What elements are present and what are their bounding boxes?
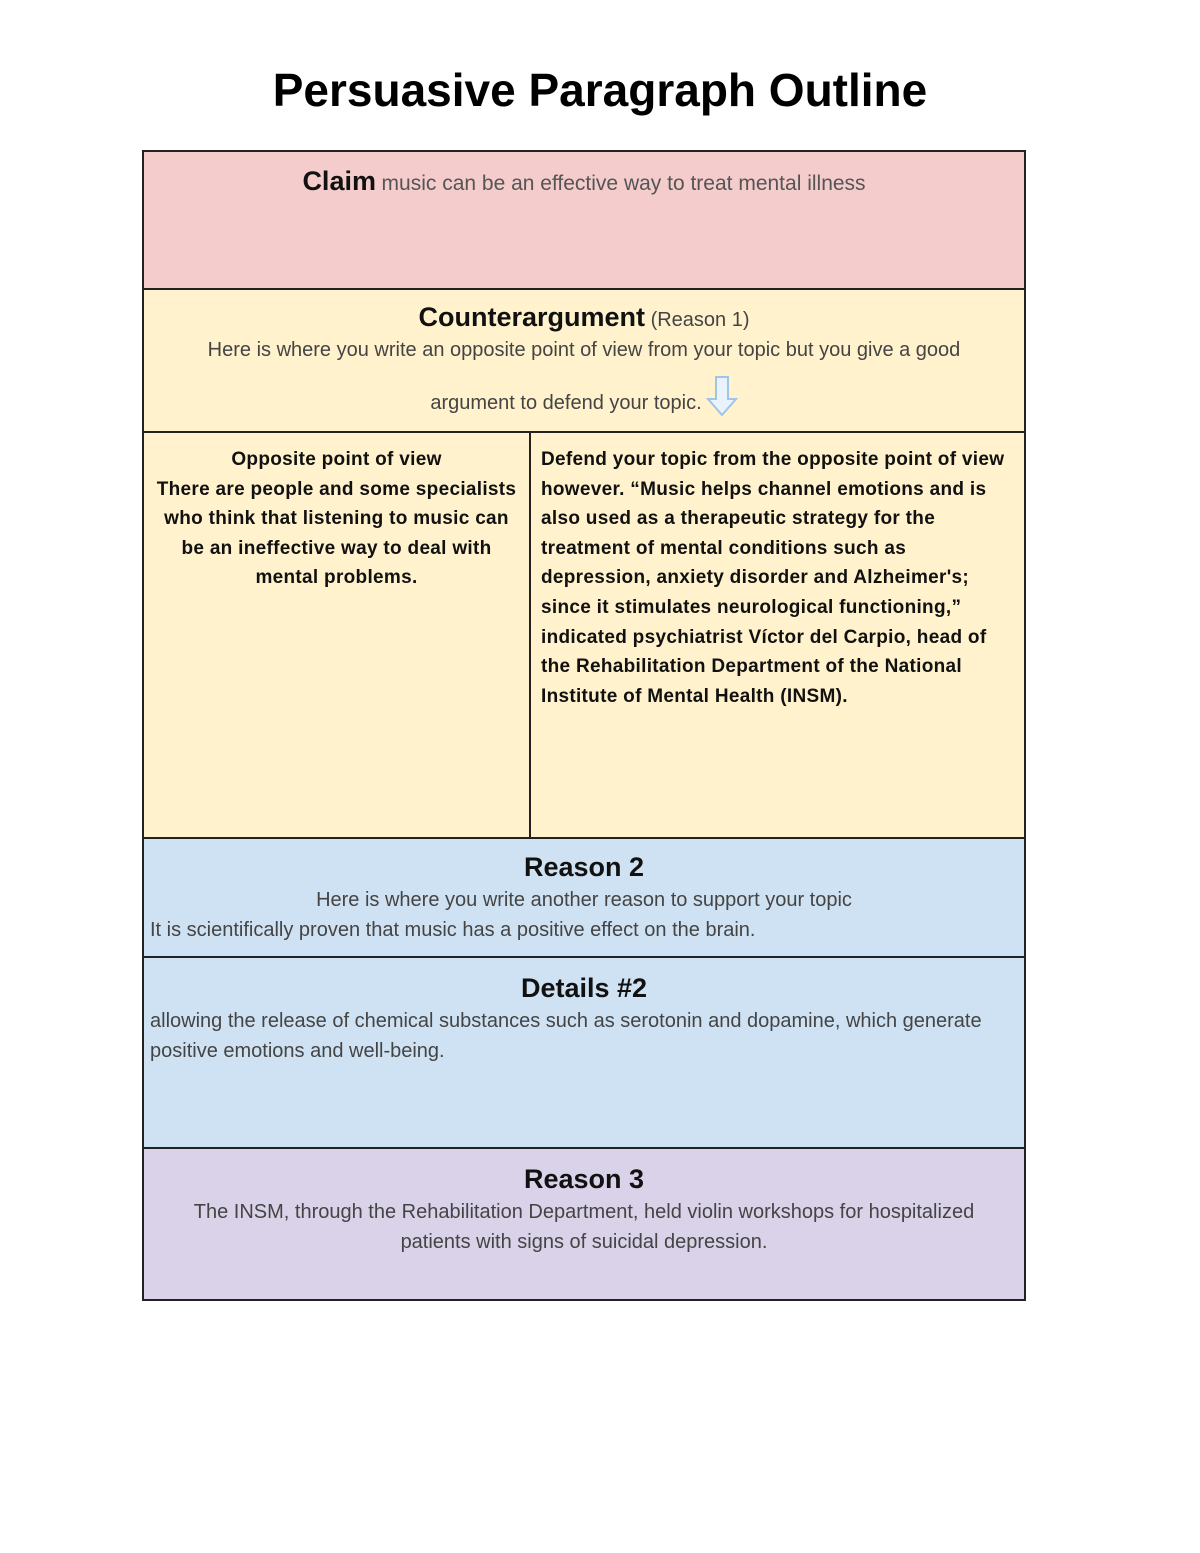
defend-topic-column — [531, 433, 1024, 837]
reason3-heading: Reason 3 — [523, 1164, 645, 1194]
counterargument-description — [144, 325, 1024, 436]
defend-topic-text: however. “Music helps channel emotions and is also used as a therapeutic strategy for the treatment of mental conditions such as depression, anxiety disorder and Alzheimer's; since it stimulates neurological functioning,” indicated psychiatrist Víctor del Carpio, head of the Rehabilitation Department of the National Institute of Mental Health (INSM). — [541, 478, 987, 707]
reason2-section — [144, 839, 1024, 958]
opposite-point-column — [144, 433, 531, 837]
counterargument-detail-row — [144, 433, 1024, 839]
defend-topic-heading: Defend your topic from the opposite point of view — [541, 449, 1005, 470]
reason2-prompt: Here is where you write another reason to support your topic — [316, 889, 852, 911]
reason3-text: The INSM, through the Rehabilitation Department, held violin workshops for hospitalized patients with signs of suicidal depression. — [193, 1201, 975, 1253]
claim-text: music can be an effective way to treat mental illness — [381, 172, 866, 195]
counterargument-label: Counterargument — [418, 302, 645, 332]
reason3-section — [144, 1149, 1024, 1299]
details2-section — [144, 958, 1024, 1149]
opposite-point-heading: Opposite point of view — [231, 449, 442, 470]
outline-table — [142, 150, 1026, 1301]
page-title: Persuasive Paragraph Outline — [272, 64, 928, 116]
details2-text: allowing the release of chemical substances such as serotonin and dopamine, which generate positive emotions and well-being. — [150, 1010, 982, 1062]
counterargument-sub: (Reason 1) — [650, 309, 750, 331]
reason2-text: It is scientifically proven that music has a positive effect on the brain. — [150, 919, 756, 941]
down-arrow-icon — [706, 375, 738, 436]
counterargument-description-line1: Here is where you write an opposite point of view from your topic but you give a good — [207, 339, 961, 361]
opposite-point-text: There are people and some specialists who think that listening to music can be an ineffective way to deal with mental problems. — [156, 478, 517, 589]
details2-heading: Details #2 — [520, 973, 648, 1003]
counterargument-description-line2: argument to defend your topic. — [430, 392, 702, 414]
claim-label: Claim — [302, 166, 376, 196]
counterargument-section — [144, 290, 1024, 433]
reason2-heading: Reason 2 — [523, 852, 645, 882]
claim-section — [144, 152, 1024, 290]
